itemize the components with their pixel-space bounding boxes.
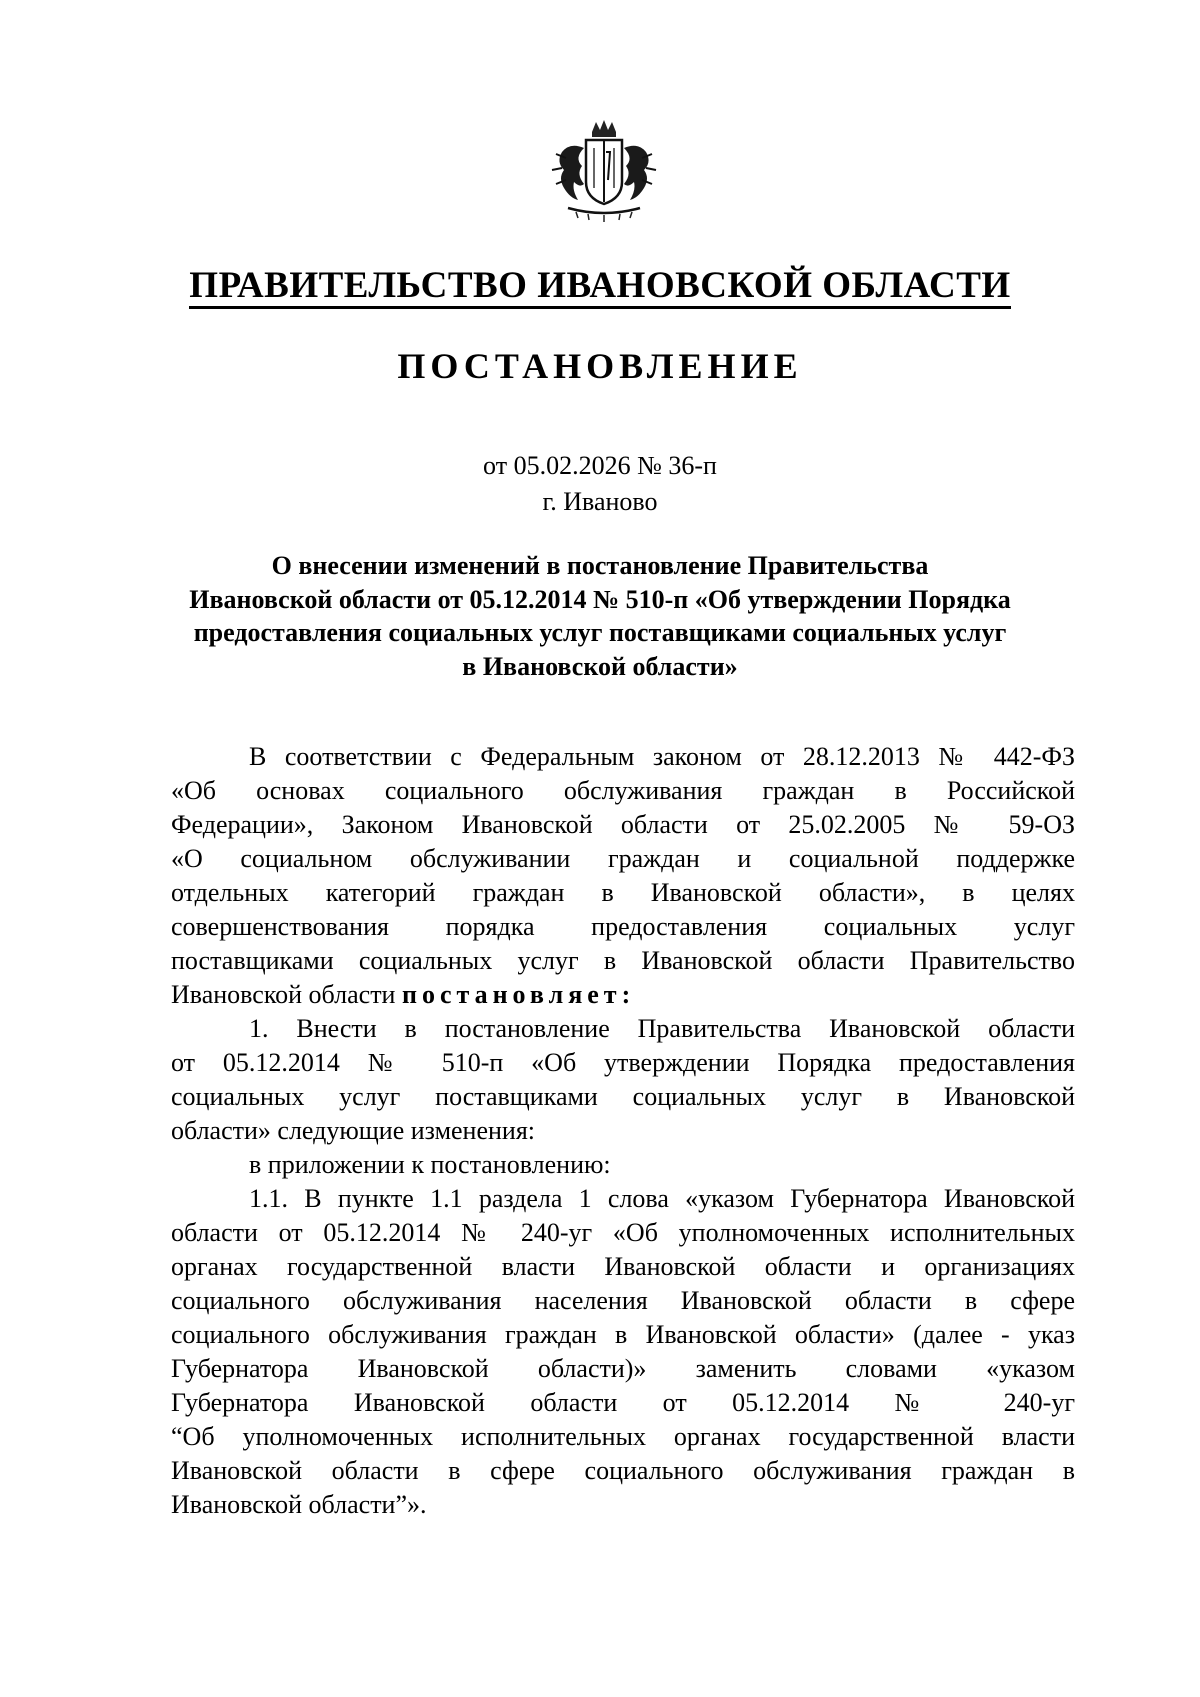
- date-and-number: от 05.02.2026 № 36-п: [483, 451, 717, 480]
- body-line: Ивановской области в сфере социального обслуживания граждан в: [171, 1456, 1075, 1485]
- body-line: «Об основах социального обслуживания граждан в Российской: [171, 776, 1075, 805]
- body-line: поставщиками социальных услуг в Ивановской области Правительство: [171, 946, 1075, 975]
- body-line: 1.1. В пункте 1.1 раздела 1 слова «указом Губернатора Ивановской: [249, 1184, 1075, 1213]
- body-line: Губернатора Ивановской области от 05.12.2014 № 240-уг: [171, 1388, 1075, 1417]
- body-line: области» следующие изменения:: [171, 1116, 536, 1145]
- body-text: Ивановской области: [171, 980, 396, 1009]
- body-line: [171, 978, 1075, 1012]
- subject-line: О внесении изменений в постановление Правительства: [271, 551, 929, 580]
- body-line: социального обслуживания населения Ивановской области в сфере: [171, 1286, 1075, 1315]
- body-line: социальных услуг поставщиками социальных услуг в Ивановской: [171, 1082, 1075, 1111]
- body-line: Федерации», Законом Ивановской области от 25.02.2005 № 59-ОЗ: [171, 810, 1075, 839]
- body-line: “Об уполномоченных исполнительных органах государственной власти: [171, 1422, 1075, 1451]
- body-line: В соответствии с Федеральным законом от 28.12.2013 № 442-ФЗ: [249, 742, 1075, 771]
- city: г. Иваново: [542, 487, 658, 516]
- subject-line: в Ивановской области»: [462, 651, 738, 681]
- body-line: Губернатора Ивановской области)» заменить словами «указом: [171, 1354, 1075, 1383]
- body-line: в приложении к постановлению:: [249, 1150, 611, 1179]
- document-body: [171, 740, 1075, 1522]
- body-line: совершенствования порядка предоставления социальных услуг: [171, 912, 1075, 941]
- body-line: 1. Внести в постановление Правительства Ивановской области: [249, 1014, 1075, 1043]
- body-line: органах государственной власти Ивановской области и организациях: [171, 1252, 1075, 1281]
- body-line: социального обслуживания граждан в Ивановской области» (далее - указ: [171, 1320, 1075, 1349]
- body-line: области от 05.12.2014 № 240-уг «Об уполномоченных исполнительных: [171, 1218, 1075, 1247]
- resolves-keyword: постановляет:: [401, 980, 636, 1009]
- body-line: «О социальном обслуживании граждан и социальной поддержке: [171, 844, 1075, 873]
- body-line: Ивановской области”».: [171, 1490, 427, 1519]
- subject-line: предоставления социальных услуг поставщиками социальных услуг: [193, 618, 1007, 647]
- subject-line: Ивановской области от 05.12.2014 № 510-п «Об утверждении Порядка: [189, 584, 1011, 614]
- government-title: [0, 262, 1200, 310]
- coat-of-arms-icon: [548, 118, 660, 226]
- document-type-heading: ПОСТАНОВЛЕНИЕ: [397, 346, 803, 386]
- body-line: от 05.12.2014 № 510-п «Об утверждении Порядка предоставления: [171, 1048, 1075, 1077]
- coat-of-arms-emblem: [548, 118, 660, 226]
- resolution-subject: [160, 549, 1040, 683]
- body-line: отдельных категорий граждан в Ивановской области», в целях: [171, 878, 1075, 907]
- government-title-text: ПРАВИТЕЛЬСТВО ИВАНОВСКОЙ ОБЛАСТИ: [189, 265, 1010, 309]
